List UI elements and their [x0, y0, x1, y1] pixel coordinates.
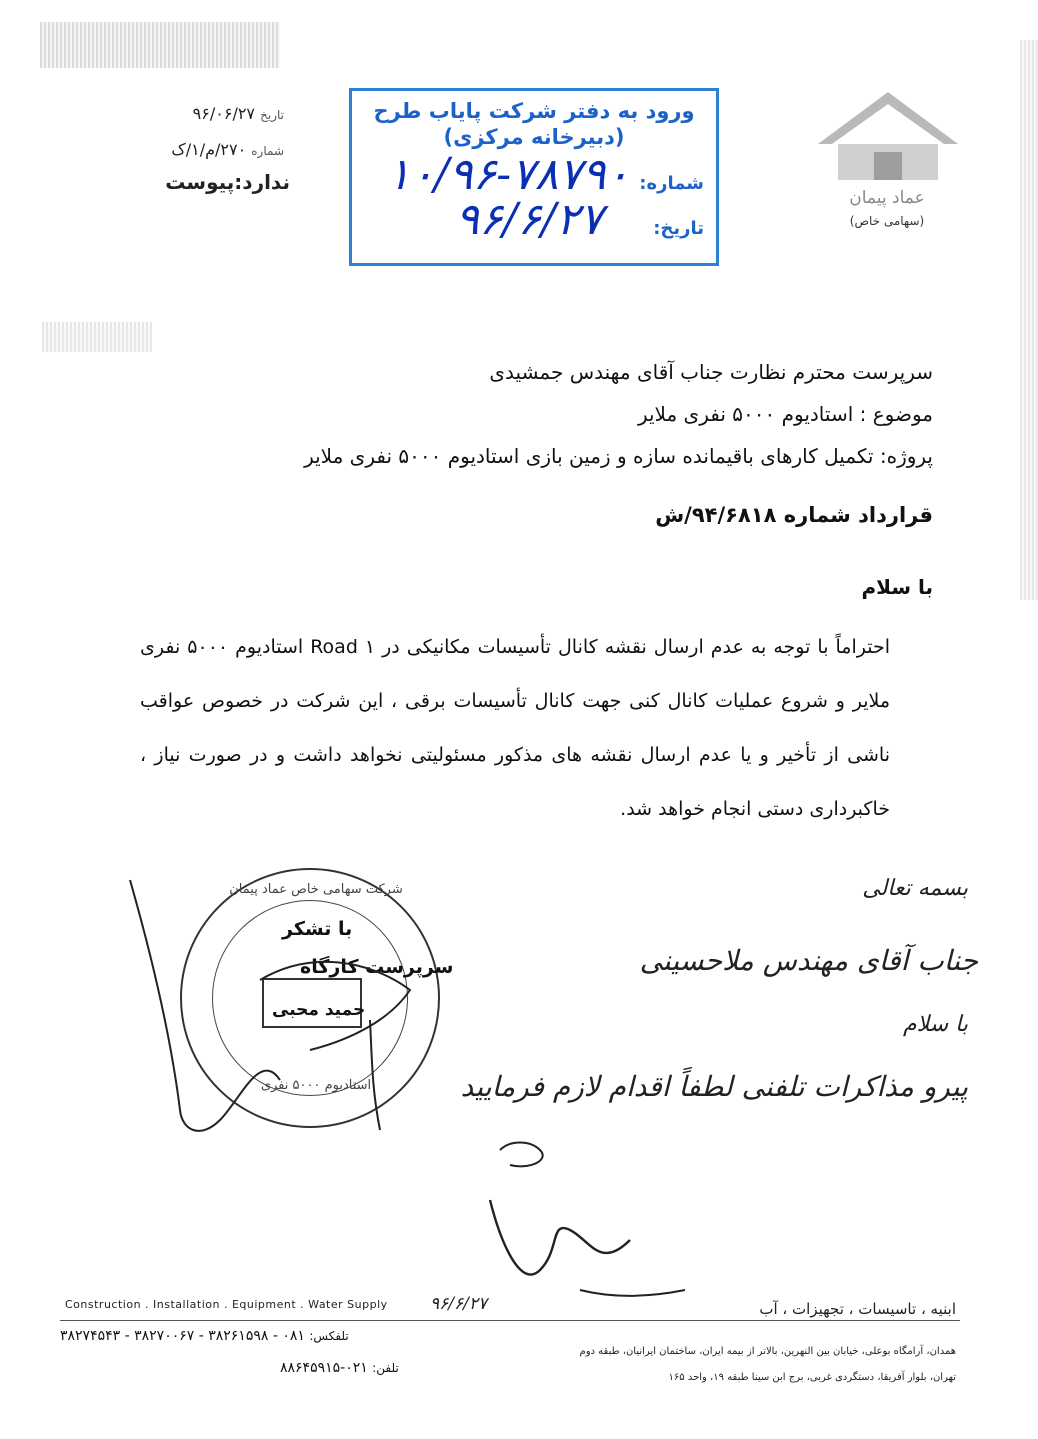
approval-signature-icon	[470, 1120, 690, 1310]
handwritten-line2: جناب آقای مهندس ملاحسینی	[639, 944, 978, 977]
seal-name: حمید محبی	[272, 1000, 366, 1020]
stamp-date-label: تاریخ:	[653, 218, 704, 239]
stamp-date-value: ۹۶/۶/۲۷	[455, 194, 604, 245]
stamp-line1: ورود به دفتر شرکت پایاب طرح	[373, 99, 695, 123]
seal-ring-text: شرکت سهامی خاص عماد پیمان	[229, 882, 403, 897]
seal-role: سرپرست کارگاه	[300, 956, 454, 978]
letter-subject: موضوع : استادیوم ۵۰۰۰ نفری ملایر	[637, 402, 933, 426]
footer-services-en: Construction . Installation . Equipment . Water Supply	[65, 1298, 388, 1311]
footer-phone2	[280, 1360, 399, 1376]
footer-phone1	[60, 1328, 349, 1344]
handwritten-date: ۹۶/۶/۲۷	[430, 1294, 488, 1314]
seal-ring-text-bottom: استادیوم ۵۰۰۰ نفری	[260, 1078, 372, 1093]
stamp-line2: (دبیرخانه مرکزی)	[443, 125, 625, 149]
handwritten-line3: با سلام	[902, 1012, 968, 1037]
footer-address1: همدان، آرامگاه بوعلی، خیابان بین النهرین، بالاتر از بیمه ایران، ساختمان ایرانیان، طبقه دوم	[579, 1346, 956, 1357]
company-name: عماد پیمان	[849, 188, 925, 208]
footer-services-fa: ابنیه ، تاسیسات ، تجهیزات ، آب	[759, 1300, 956, 1318]
letter-number-label: شماره	[251, 144, 284, 158]
letter-recipient: سرپرست محترم نظارت جناب آقای مهندس جمشیدی	[489, 360, 933, 384]
footer-rule	[60, 1320, 960, 1321]
footer-phone1-value: ۰۸۱ - ۳۸۲۶۱۵۹۸ - ۳۸۲۷۰۰۶۷ - ۳۸۲۷۴۵۴۳	[60, 1328, 305, 1344]
seal-thanks: با تشکر	[282, 918, 353, 940]
signature-icon	[110, 870, 440, 1170]
letter-attachment: ندارد:پیوست	[165, 170, 290, 194]
letter-date	[120, 104, 290, 123]
letter-number-value: ۲۷۰/م/۱/ک	[171, 140, 247, 159]
handwritten-line4: پیرو مذاکرات تلفنی لطفاً اقدام لازم فرمایید	[460, 1070, 968, 1103]
company-logo-icon	[808, 82, 968, 182]
registration-stamp	[349, 88, 719, 266]
stamp-number-row	[352, 149, 716, 200]
letter-greeting: با سلام	[861, 575, 933, 599]
footer-phone2-value: ۰۲۱-۸۸۶۴۵۹۱۵	[280, 1360, 368, 1376]
scan-smudge-top	[40, 22, 280, 68]
footer-phone2-label: تلفن:	[372, 1361, 399, 1375]
footer-phone1-label: تلفکس:	[309, 1329, 349, 1343]
stamp-number-label: شماره:	[639, 173, 704, 194]
handwritten-line1: بسمه تعالی	[862, 876, 968, 901]
company-subtitle: (سهامی خاص)	[849, 214, 925, 228]
scan-smudge-right	[1020, 40, 1038, 600]
letter-date-label: تاریخ	[260, 108, 284, 122]
stamp-date-row	[352, 194, 716, 245]
letter-number	[120, 140, 290, 159]
letter-date-value: ۹۶/۰۶/۲۷	[192, 104, 256, 123]
scan-smudge-mid	[42, 322, 152, 352]
letter-contract: قرارداد شماره ۹۴/۶۸۱۸/ش	[655, 503, 933, 527]
letter-body: احتراماً با توجه به عدم ارسال نقشه کانال تأسیسات مکانیکی در Road ۱ استادیوم ۵۰۰۰ نفری ملایر و شروع عملیات کانال کنی جهت کانال تأسیسات برقی ، این شرکت در خصوص عواقب ناشی از تأخیر و یا عدم ارسال نقشه های مذکور مسئولیتی نخواهد داشت و در صورت نیاز ، خاکبرداری دستی انجام خواهد شد.	[140, 636, 890, 820]
letter-project: پروژه: تکمیل کارهای باقیمانده سازه و زمین بازی استادیوم ۵۰۰۰ نفری ملایر	[304, 444, 933, 468]
footer-address2: تهران، بلوار آفریقا، دستگردی غربی، برج ابن سینا طبقه ۱۹، واحد ۱۶۵	[668, 1372, 956, 1383]
stamp-number-value: ۱۰/۹۶-۷۸۷۹۰	[386, 149, 630, 200]
